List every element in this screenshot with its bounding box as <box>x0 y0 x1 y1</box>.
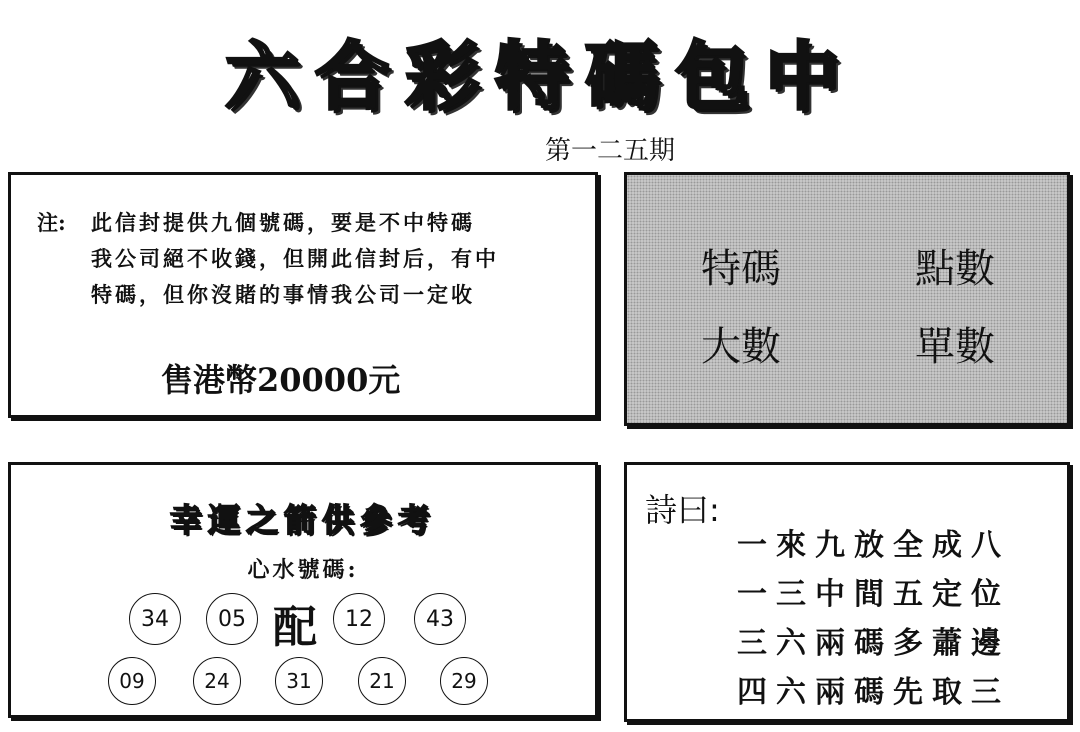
poem-label: 詩曰: <box>645 491 720 529</box>
poem-text <box>737 521 1010 717</box>
number-ball: 21 <box>358 657 406 705</box>
number-ball: 43 <box>414 593 466 645</box>
price: 售港幣20000元 <box>161 361 401 399</box>
note-line: 我公司絕不收錢，但開此信封后，有中 <box>91 246 499 271</box>
note-text <box>91 205 499 313</box>
lucky-subtitle: 心水號碼: <box>247 557 359 583</box>
number-ball: 31 <box>275 657 323 705</box>
category-box <box>624 172 1070 426</box>
page-title: 六合彩特碼包中 <box>225 34 855 120</box>
note-line: 此信封提供九個號碼，要是不中特碼 <box>91 210 475 235</box>
poem-line: 四六兩碼先取三 <box>737 675 1010 710</box>
number-ball: 05 <box>206 593 258 645</box>
category-big: 大數 <box>701 324 781 370</box>
category-points: 點數 <box>915 246 995 292</box>
lucky-title: 幸運之箭供參考 <box>169 501 436 539</box>
number-ball: 29 <box>440 657 488 705</box>
lucky-box <box>8 462 598 718</box>
poem-box <box>624 462 1070 722</box>
number-ball: 34 <box>129 593 181 645</box>
category-special: 特碼 <box>701 246 781 292</box>
poem-line: 一三中間五定位 <box>737 577 1010 612</box>
poem-line: 一來九放全成八 <box>737 528 1010 563</box>
number-ball: 24 <box>193 657 241 705</box>
note-label: 注: <box>37 210 66 235</box>
number-ball: 09 <box>108 657 156 705</box>
poem-line: 三六兩碼多蕭邊 <box>737 626 1010 661</box>
note-box <box>8 172 598 418</box>
pair-char: 配 <box>273 602 317 653</box>
category-odd: 單數 <box>915 324 995 370</box>
number-ball: 12 <box>333 593 385 645</box>
issue-period: 第一二五期 <box>545 136 676 166</box>
note-line: 特碼，但你沒賭的事情我公司一定收 <box>91 282 475 307</box>
